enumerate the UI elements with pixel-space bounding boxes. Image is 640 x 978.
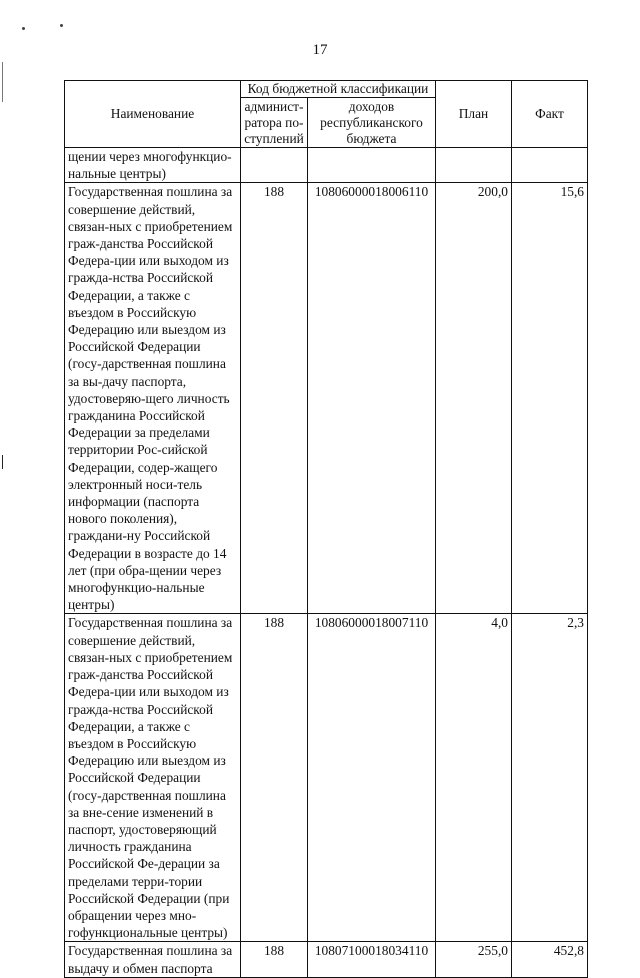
page-number: 17 <box>312 42 328 58</box>
header-fact: Факт <box>512 81 588 148</box>
row-name: Государственная пошлина за совершение действий, связан-ных с приобретением граж-данства Российской Федера-ции или выходом из гражда-нства Российской Федерации, а также с въездом в Российскую Федерацию или выездом из Российской Федерации (госу-дарственная пошлина за вы-дачу паспорта, удостоверяю-щего личность гражданина Российской Федерации за пределами территории Рос-сийской Федерации, содер-жащего электронный носи-тель информации (паспорта нового поколения), граждани-ну Российской Федерации в возрасте до 14 лет (при обра-щении через многофункцио-нальные центры) <box>65 183 241 614</box>
row-fact: 452,8 <box>512 942 588 977</box>
row-revenue-code: 10806000018007110 <box>308 614 436 942</box>
row-admin-code: 188 <box>241 183 308 614</box>
scan-edge-mark <box>2 62 3 102</box>
row-fact: 15,6 <box>512 183 588 614</box>
table-row <box>65 614 588 942</box>
header-budget-code: Код бюджетной классификации <box>241 81 436 98</box>
header-admin: админист-ратора по-ступлений <box>241 98 308 148</box>
table-row <box>65 942 588 977</box>
table-row <box>65 148 588 183</box>
table-row <box>65 183 588 614</box>
row-admin-code: 188 <box>241 614 308 942</box>
header-revenue: доходов республиканского бюджета <box>308 98 436 148</box>
row-plan: 255,0 <box>436 942 512 977</box>
row-plan: 4,0 <box>436 614 512 942</box>
row-fact: 2,3 <box>512 614 588 942</box>
row-plan <box>436 148 512 183</box>
scan-speck <box>22 27 25 30</box>
scan-edge-mark <box>2 455 3 469</box>
budget-revenue-table <box>64 80 588 978</box>
header-plan: План <box>436 81 512 148</box>
row-fact <box>512 148 588 183</box>
row-name: Государственная пошлина за совершение действий, связан-ных с приобретением граж-данства Российской Федера-ции или выходом из гражда-нства Российской Федерации, а также с въездом в Российскую Федерацию или выездом из Российской Федерации (госу-дарственная пошлина за вне-сение изменений в паспорт, удостоверяющий личность гражданина Российской Фе-дерации за пределами терри-тории Российской Федерации (при обращении через мно-гофункциональные центры) <box>65 614 241 942</box>
header-name: Наименование <box>65 81 241 148</box>
row-admin-code: 188 <box>241 942 308 977</box>
row-revenue-code: 10807100018034110 <box>308 942 436 977</box>
row-admin-code <box>241 148 308 183</box>
row-name: Государственная пошлина за выдачу и обмен паспорта <box>65 942 241 977</box>
scan-speck <box>60 24 63 27</box>
row-name: щении через многофункцио-нальные центры) <box>65 148 241 183</box>
row-revenue-code <box>308 148 436 183</box>
row-plan: 200,0 <box>436 183 512 614</box>
row-revenue-code: 10806000018006110 <box>308 183 436 614</box>
